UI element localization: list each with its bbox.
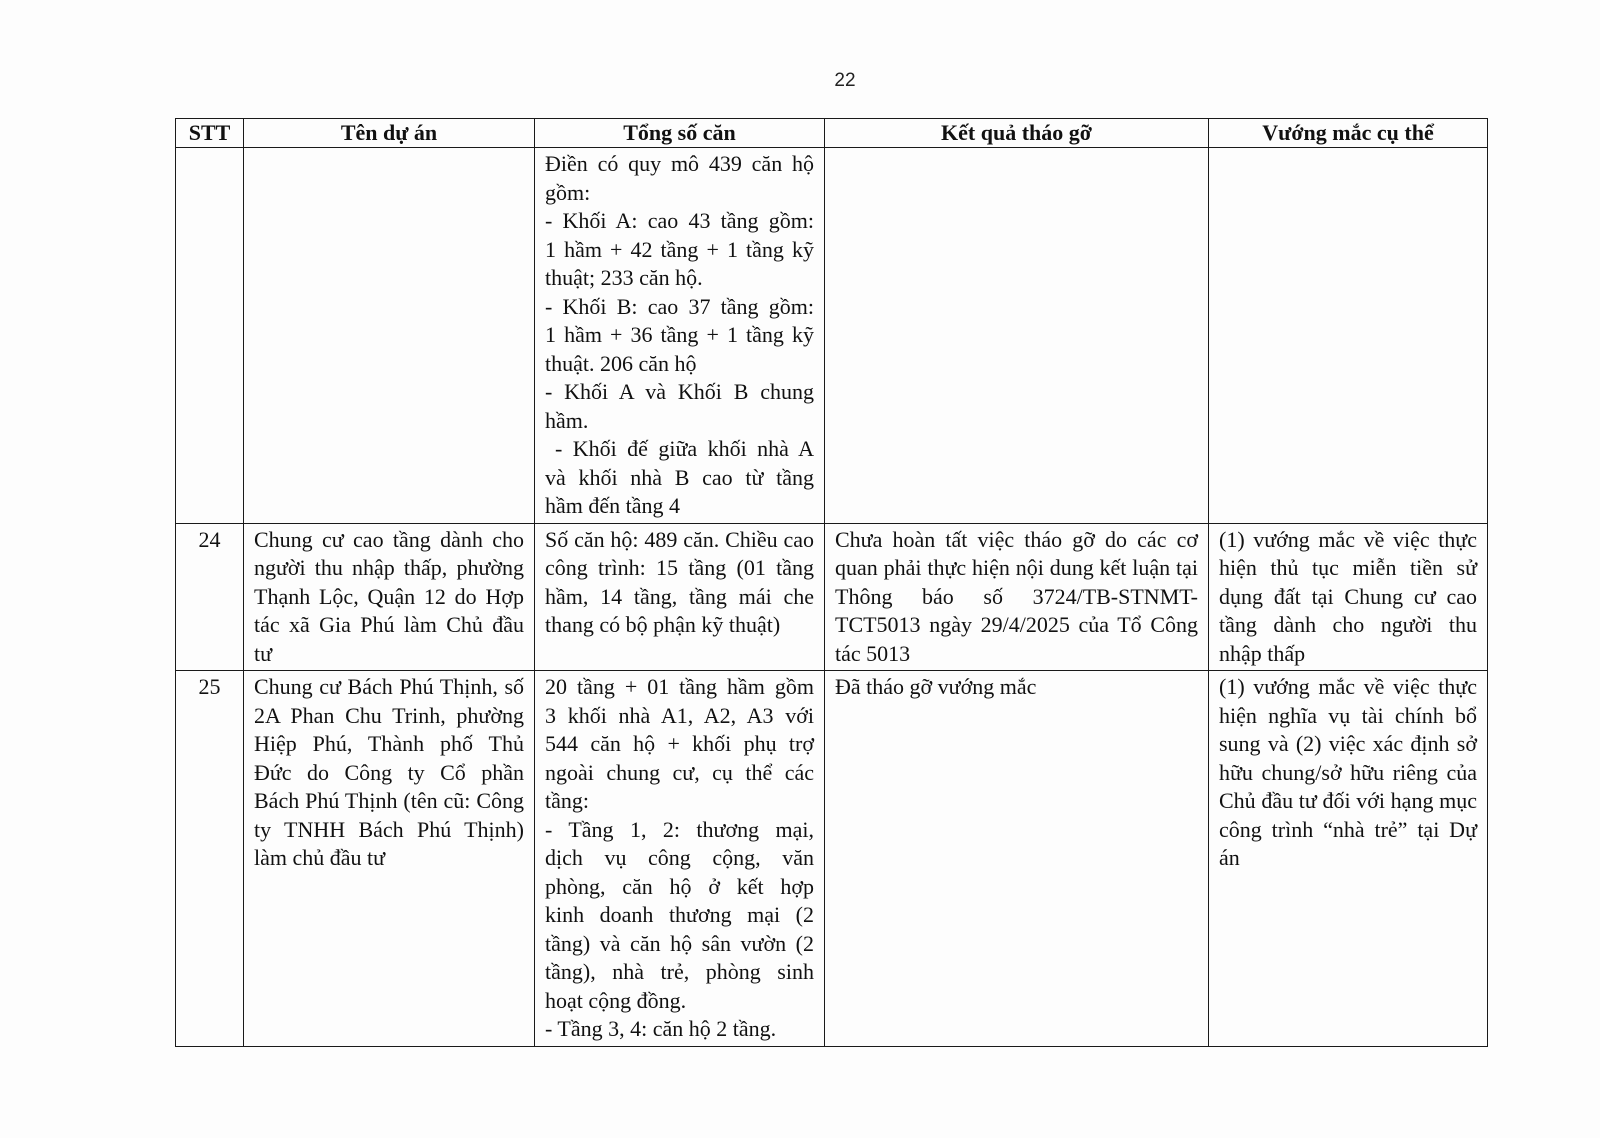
units-line: - Tầng 3, 4: căn hộ 2 tầng. bbox=[545, 1016, 777, 1041]
cell-stt: 25 bbox=[176, 671, 244, 1047]
units-line: - Khối A: cao 43 tầng gồm: bbox=[545, 208, 814, 233]
cell-project-name bbox=[244, 148, 535, 524]
header-specific-issues: Vướng mắc cụ thể bbox=[1209, 119, 1488, 148]
units-line: hoạt cộng đồng. bbox=[545, 987, 687, 1013]
units-line: - Khối B: cao 37 tầng gồm: bbox=[545, 293, 814, 319]
cell-stt bbox=[176, 148, 244, 524]
units-line: gồm: bbox=[545, 179, 591, 205]
units-line: tầng: bbox=[545, 788, 589, 813]
header-resolution-result: Kết quả tháo gỡ bbox=[825, 119, 1209, 148]
cell-resolution-result: Đã tháo gỡ vướng mắc bbox=[825, 671, 1209, 1047]
units-line: - Khối đế giữa khối nhà A bbox=[555, 436, 814, 461]
table-row bbox=[176, 148, 1488, 524]
units-line: Điền có quy mô 439 căn hộ bbox=[545, 151, 814, 176]
units-line: dịch vụ công cộng, văn bbox=[545, 845, 814, 870]
units-line: 1 hầm + 42 tầng + 1 tầng kỹ bbox=[545, 236, 814, 262]
table-header-row bbox=[176, 119, 1488, 148]
table-row bbox=[176, 671, 1488, 1047]
page-number: 22 bbox=[834, 70, 856, 91]
units-line: thuật. 206 căn hộ bbox=[545, 350, 697, 376]
units-line: hầm đến tầng 4 bbox=[545, 493, 681, 518]
cell-total-units bbox=[535, 148, 825, 524]
units-line: 20 tầng + 01 tầng hầm gồm bbox=[545, 674, 814, 699]
units-line: tầng), nhà trẻ, phòng sinh bbox=[545, 959, 814, 984]
cell-resolution-result: Chưa hoàn tất việc tháo gỡ do các cơ quan phải thực hiện nội dung kết luận tại Thông báo số 3724/TB-STNMT-TCT5013 ngày 29/4/2025 của Tổ Công tác 5013 bbox=[825, 523, 1209, 671]
cell-resolution-result bbox=[825, 148, 1209, 524]
units-line: 1 hầm + 36 tầng + 1 tầng kỹ bbox=[545, 322, 814, 347]
units-line: thuật; 233 căn hộ. bbox=[545, 265, 703, 290]
units-line: phòng, căn hộ ở kết hợp bbox=[545, 873, 814, 899]
units-line: - Khối A và Khối B chung bbox=[545, 379, 814, 404]
cell-specific-issues bbox=[1209, 148, 1488, 524]
cell-specific-issues: (1) vướng mắc về việc thực hiện thủ tục miễn tiền sử dụng đất tại Chung cư cao tầng dành cho người thu nhập thấp bbox=[1209, 523, 1488, 671]
cell-specific-issues: (1) vướng mắc về việc thực hiện nghĩa vụ tài chính bổ sung và (2) việc xác định sở hữu chung/sở hữu riêng của Chủ đầu tư đối với hạng mục công trình “nhà trẻ” tại Dự án bbox=[1209, 671, 1488, 1047]
cell-project-name: Chung cư cao tầng dành cho người thu nhập thấp, phường Thạnh Lộc, Quận 12 do Hợp tác xã Gia Phú làm Chủ đầu tư bbox=[244, 523, 535, 671]
units-line: 3 khối nhà A1, A2, A3 với bbox=[545, 702, 814, 728]
units-line: ngoài chung cư, cụ thể các bbox=[545, 759, 814, 785]
header-total-units: Tổng số căn bbox=[535, 119, 825, 148]
units-line: và khối nhà B cao từ tầng bbox=[545, 464, 814, 490]
units-line: kinh doanh thương mại (2 bbox=[545, 902, 814, 927]
cell-project-name: Chung cư Bách Phú Thịnh, số 2A Phan Chu Trinh, phường Hiệp Phú, Thành phố Thủ Đức do Công ty Cổ phần Bách Phú Thịnh (tên cũ: Công ty TNHH Bách Phú Thịnh) làm chủ đầu tư bbox=[244, 671, 535, 1047]
cell-stt: 24 bbox=[176, 523, 244, 671]
header-project-name: Tên dự án bbox=[244, 119, 535, 148]
header-stt: STT bbox=[176, 119, 244, 148]
units-line: 544 căn hộ + khối phụ trợ bbox=[545, 731, 814, 756]
table-row bbox=[176, 523, 1488, 671]
units-line: - Tầng 1, 2: thương mại, bbox=[545, 816, 814, 842]
cell-total-units: Số căn hộ: 489 căn. Chiều cao công trình: 15 tầng (01 tầng hầm, 14 tầng, tầng mái che thang có bộ phận kỹ thuật) bbox=[535, 523, 825, 671]
projects-table bbox=[175, 118, 1488, 1047]
units-line: hầm. bbox=[545, 407, 589, 433]
cell-total-units bbox=[535, 671, 825, 1047]
units-line: tầng) và căn hộ sân vườn (2 bbox=[545, 930, 814, 956]
